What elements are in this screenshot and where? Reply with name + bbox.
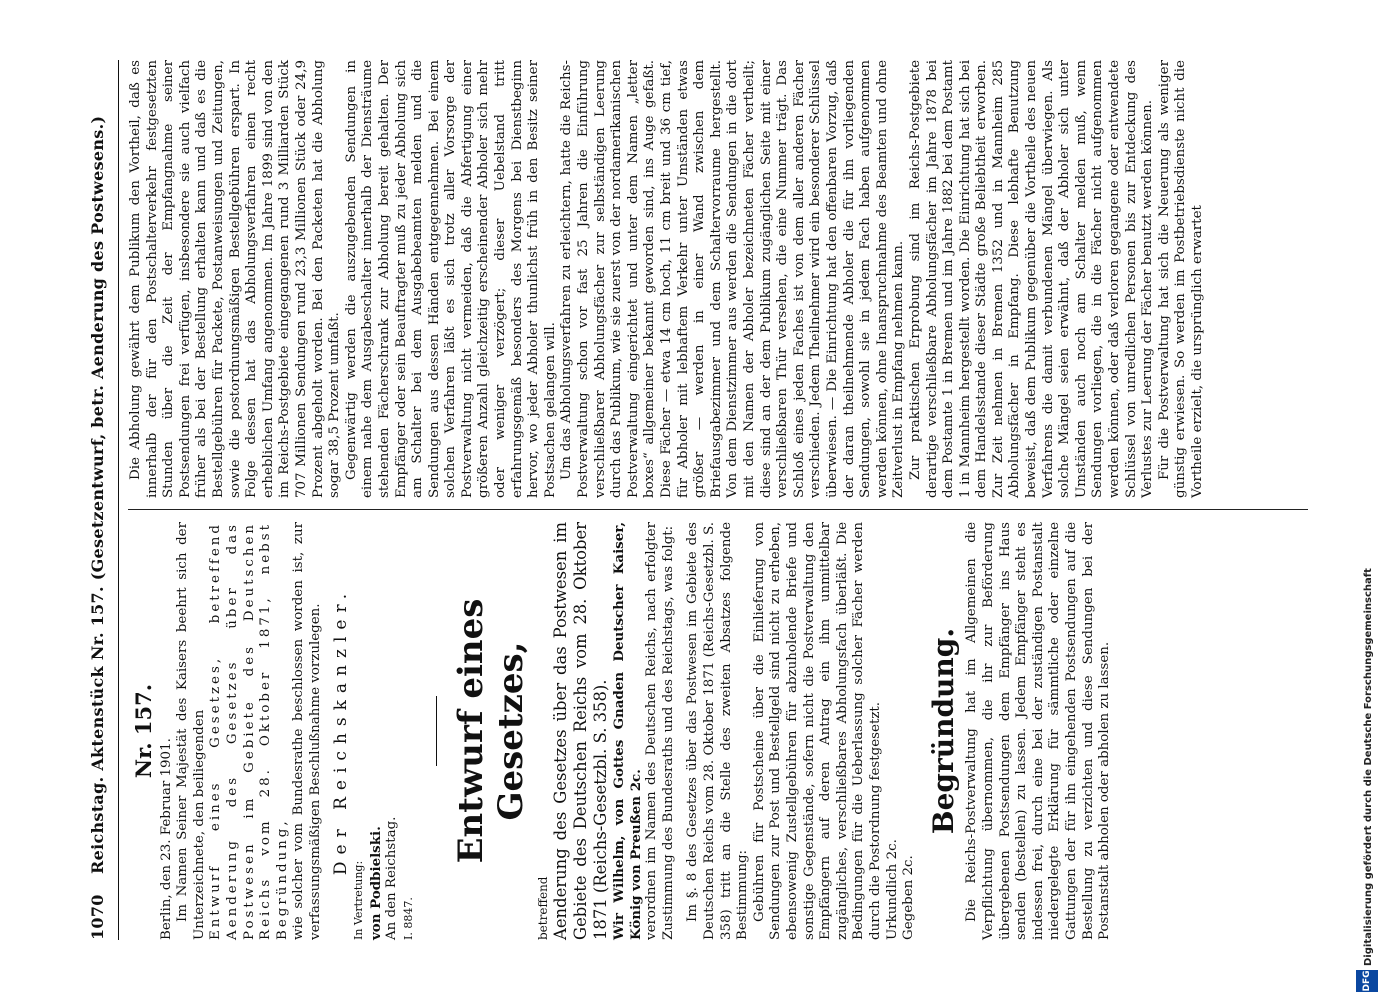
page-header <box>86 60 116 940</box>
digitization-note: Digitalisierung gefördert durch die Deutsche Forschungsgemeinschaft <box>1363 568 1374 966</box>
begruendung-paragraph: Die Reichs-Postverwaltung hat im Allgemeinen die Verpflichtung übernommen, die ihr zur Beförderung übergebenen Postsendungen dem Empfänger ins Haus senden (bestellen) zu lassen. Jedem Empfänger steht es indessen frei, durch eine bei der zuständigen Postanstalt niedergelegte Erklärung für sämmtliche oder einzelne Gattungen der für ihn eingehenden Postsendungen auf die Bestellung zu verzichten und diese Sendungen bei der Postanstalt abholen oder abholen zu lassen. <box>964 522 1113 940</box>
document-number: Nr. 157. <box>131 683 156 779</box>
preamble-text: verordnen im Namen des Deutschen Reichs, nach erfolgter Zustimmung des Bundesraths und des Reichstags, was folgt: <box>644 522 676 940</box>
opening-paragraph: Im Namen Seiner Majestät des Kaisers beehrt sich der Unterzeichnete, den beiliegenden <box>175 522 207 940</box>
betreffend-label: betreffend <box>535 876 550 940</box>
begruendung-heading: Begründung. <box>926 627 960 835</box>
signer-name: von Podbielski. <box>367 826 384 940</box>
signer-subtitle: In Vertretung: <box>352 860 366 940</box>
bill-title: Entwurf eines Gesetzes, betreffend Aenderung des Gesetzes über das Postwesen im Gebiete des Deutschen Reichs vom 28. Oktober 1871, nebst Begründung, <box>208 522 290 940</box>
document-reference: I. 8847. <box>401 897 415 940</box>
left-column <box>128 522 1114 940</box>
header-rule <box>118 60 119 940</box>
draft-law-subtitle: Aenderung des Gesetzes über das Postwesen im Gebiete des Deutschen Reichs vom 28. Oktober 1871 (Reichs-Gesetzbl. S. 358). <box>551 522 611 940</box>
right-paragraph-1: Die Abholung gewährt dem Publikum den Vortheil, daß es innerhalb der für den Postschalterverkehr festgesetzten Stunden über die Zeit der Empfangnahme seiner Postsendungen frei verfügen, insbesondere sie auch vielfach früher als bei der Bestellung erhalten kann und daß es die Bestellgebühren für Packete, Postanweisungen und Zeitungen, sowie die postordnungsmäßigen Bestellgebühren erspart. In Folge dessen hat das Abholungsverfahren einen recht erheblichen Umfang angenommen. Im Jahre 1899 sind von den im Reichs-Postgebiete eingegangenen rund 3 Milliarden Stück 707 Millionen Sendungen rund 23,3 Millionen Stück oder 24,9 Prozent abgeholt worden. Bei den Packeten hat die Abholung sogar 38,5 Prozent umfaßt. <box>128 60 343 498</box>
separator-rule <box>436 696 437 766</box>
column-divider <box>128 509 1308 510</box>
page-number: 1070 <box>88 894 107 940</box>
closing-paragraph: wie solcher vom Bundesrathe beschlossen worden ist, zur verfassungsmäßigen Beschlußnahme vorzulegen. <box>291 522 323 940</box>
right-paragraph-4: Zur praktischen Erprobung sind im Reichs-Postgebiete derartige verschließbare Abholungsfächer im Jahre 1878 bei dem Postamte 1 in Bremen und im Jahre 1882 bei dem Postamt 1 in Mannheim hergestellt worden. Die Einrichtung hat sich bei dem Handelsstande dieser Städte große Beliebtheit erworben. Zur Zeit nehmen in Bremen 1352 und in Mannheim 285 Abholungsfächer in Empfang. Diese lebhafte Benutzung beweist, daß dem Publikum gegenüber die Vortheile des neuen Verfahrens die damit verbundenen Mängel überwiegen. Als solche Mängel seien erwähnt, daß der Abholer sich unter Umständen auch noch am Schalter melden muß, wenn Sendungen vorliegen, die in die Fächer nicht aufgenommen werden können, oder daß verloren gegangene oder entwendete Schlüssel von unredlichen Personen bis zur Entdeckung des Verlustes zur Leerung der Fächer benutzt werden können. <box>907 60 1156 498</box>
dfg-logo: DFG <box>1356 970 1378 992</box>
preamble-name: Wir Wilhelm, von Gottes Gnaden Deutscher Kaiser, König von Preußen 2c. <box>611 522 644 940</box>
right-column <box>128 60 1207 498</box>
law-paragraph-1: Im §. 8 des Gesetzes über das Postwesen im Gebiete des Deutschen Reichs vom 28. Oktober 1871 (Reichs-Gesetzbl. S. 358) tritt an die Stelle des zweiten Absatzes folgende Bestimmung: <box>685 522 751 940</box>
running-title: Reichstag. Aktenstück Nr. 157. (Gesetzentwurf, betr. Aenderung des Postwesens.) <box>88 115 107 874</box>
dateline: Berlin, den 23. Februar 1901. <box>158 738 174 940</box>
addressee: An den Reichstag. <box>384 816 400 940</box>
gegeben-line: Gegeben 2c. <box>901 855 917 940</box>
signer-title: Der Reichskanzler. <box>330 586 351 876</box>
draft-law-title: Entwurf eines Gesetzes, <box>450 598 531 864</box>
right-paragraph-5: Für die Postverwaltung hat sich die Neuerung als weniger günstig erwiesen. So werden im Postbetriebsdienste nicht die Vortheile erzielt, die ursprünglich erwartet <box>1156 60 1205 498</box>
right-paragraph-3: Um das Abholungsverfahren zu erleichtern, hatte die Reichs-Postverwaltung schon vor fast 25 Jahren die Einführung verschließbarer Abholungsfächer zur selbständigen Leerung durch das Publikum, wie sie zuerst von der nordamerikanischen Postverwaltung eingerichtet und unter dem Namen „letter boxes“ allgemeiner bekannt geworden sind, ins Auge gefaßt. Diese Fächer — etwa 14 cm hoch, 11 cm breit und 36 cm tief, für Abholer mit lebhaftem Verkehr unter Umständen etwas größer — werden in einer Wand zwischen dem Briefausgabezimmer und dem Schaltervorraume hergestellt. Von dem Dienstzimmer aus werden die Sendungen in die dort mit den Namen der Abholer bezeichneten Fächer vertheilt; diese sind an der dem Publikum zugänglichen Seite mit einer verschließbaren Thür versehen, die eine Nummer trägt. Das Schloß eines jeden Faches ist von dem aller anderen Fächer verschieden. Jedem Theilnehmer wird ein besonderer Schlüssel überwiesen. — Die Einrichtung hat den offenbaren Vorzug, daß der daran theilnehmende Abholer die für ihn vorliegenden Sendungen, sowohl sie in jedem Fach haben aufgenommen werden können, ohne Inanspruchnahme des Beamten und ohne Zeitverlust in Empfang nehmen kann. <box>559 60 907 498</box>
urkundlich-line: Urkundlich 2c. <box>884 839 900 940</box>
right-paragraph-2: Gegenwärtig werden die auszugebenden Sendungen in einem nahe dem Ausgabeschalter innerhalb der Diensträume stehenden Fächerschrank zur Abholung bereit gehalten. Der Empfänger oder sein Beauftragter muß zu jeder Abholung sich am Schalter bei dem Ausgabebeamten melden und die Sendungen aus dessen Händen entgegennehmen. Bei einem solchen Verfahren läßt es sich trotz aller Vorsorge der Postverwaltung nicht vermeiden, daß die Abfertigung einer größeren Anzahl gleichzeitig erscheinender Abholer sich mehr oder weniger verzögert; dieser Uebelstand tritt erfahrungsgemäß besonders des Morgens bei Dienstbeginn hervor, wo jeder Abholer thunlichst früh in den Besitz seiner Postsachen gelangen will. <box>343 60 558 498</box>
law-paragraph-2: Gebühren für Postscheine über die Einlieferung von Sendungen zur Post und Bestellgeld sind nicht zu erheben, ebensowenig Zustellgebühren für abzuholende Briefe und sonstige Gegenstände, sofern nicht die Postverwaltung den Empfängern auf deren Antrag ein ihm unmittelbar zugängliches, verschließbares Abholungsfach überläßt. Die Bedingungen für die Ueberlassung solcher Fächer werden durch die Postordnung festgesetzt. <box>751 522 883 940</box>
